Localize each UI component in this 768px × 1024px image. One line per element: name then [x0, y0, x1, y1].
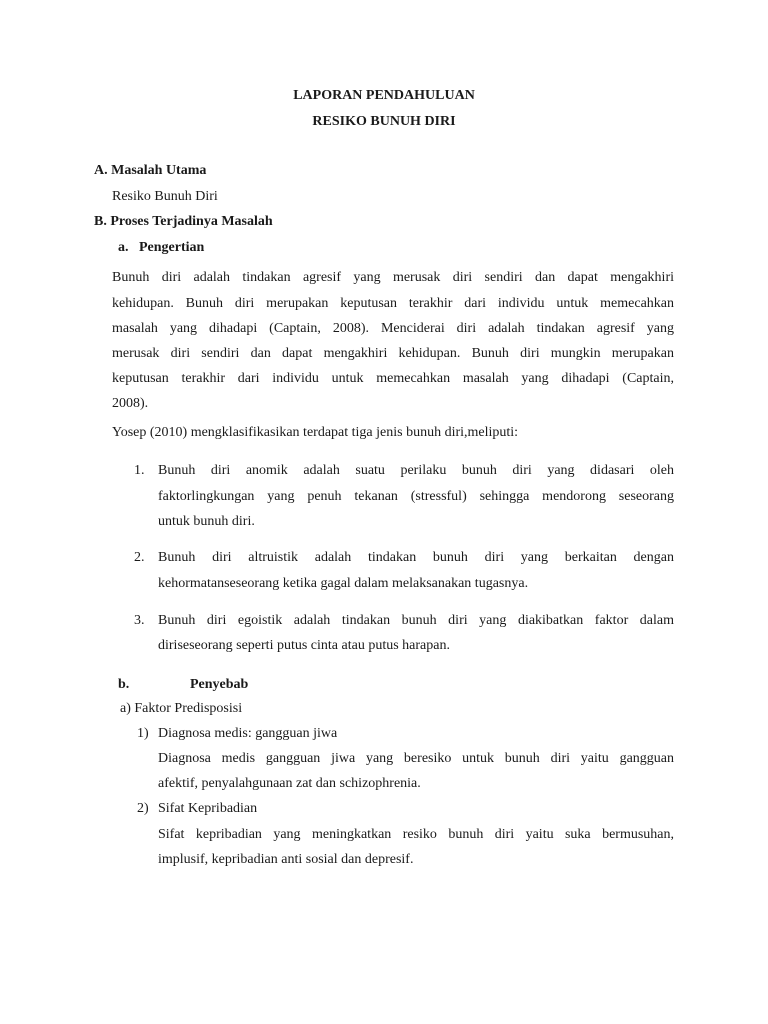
list-number: 1.: [134, 463, 145, 478]
sub-b-marker: b.: [118, 677, 130, 692]
list-item-line: diriseseorang seperti putus cinta atau putus harapan.: [158, 638, 450, 653]
document-title-line2: RESIKO BUNUH DIRI: [312, 114, 456, 129]
list-number: 3.: [134, 613, 145, 628]
sub-a-heading: Pengertian: [139, 240, 205, 255]
factor-item-line: afektif, penyalahgunaan zat dan schizophrenia.: [158, 776, 421, 791]
list-item-line: kehormatanseseorang ketika gagal dalam melaksanakan tugasnya.: [158, 576, 529, 591]
factor-item-number: 1): [137, 726, 149, 741]
para1-line: keputusan terakhir dari individu untuk memecahkan masalah yang dihadapi (Captain,: [112, 371, 674, 386]
factor-item-title: Diagnosa medis: gangguan jiwa: [158, 726, 338, 741]
para1-line: kehidupan. Bunuh diri merupakan keputusan terakhir dari individu untuk memecahkan: [112, 296, 674, 311]
para2: Yosep (2010) mengklasifikasikan terdapat tiga jenis bunuh diri,meliputi:: [112, 425, 519, 440]
para1-line: 2008).: [112, 396, 149, 411]
list-item-line: untuk bunuh diri.: [158, 514, 255, 529]
document-title-line1: LAPORAN PENDAHULUAN: [293, 88, 475, 103]
para1-line: merusak diri sendiri dan dapat mengakhiri kehidupan. Bunuh diri mungkin merupakan: [112, 346, 674, 361]
para1-line: masalah yang dihadapi (Captain, 2008). Menciderai diri adalah tindakan agresif yang: [112, 321, 674, 336]
factor-item-number: 2): [137, 801, 149, 816]
factor-item-line: Diagnosa medis gangguan jiwa yang beresiko untuk bunuh diri yaitu gangguan: [158, 751, 674, 766]
factor-item-line: implusif, kepribadian anti sosial dan depresif.: [158, 852, 414, 867]
section-a-heading: A. Masalah Utama: [94, 163, 207, 178]
para1-line: Bunuh diri adalah tindakan agresif yang merusak diri sendiri dan dapat mengakhiri: [112, 270, 674, 285]
section-b-heading: B. Proses Terjadinya Masalah: [94, 214, 273, 229]
section-a-body: Resiko Bunuh Diri: [112, 189, 218, 204]
list-item-line: Bunuh diri altruistik adalah tindakan bunuh diri yang berkaitan dengan: [158, 550, 674, 565]
list-item-line: faktorlingkungan yang penuh tekanan (stressful) sehingga mendorong seseorang: [158, 489, 674, 504]
factor-item-title: Sifat Kepribadian: [158, 801, 258, 816]
sub-b-heading: Penyebab: [190, 677, 249, 692]
list-number: 2.: [134, 550, 145, 565]
factor-item-line: Sifat kepribadian yang meningkatkan resiko bunuh diri yaitu suka bermusuhan,: [158, 827, 674, 842]
list-item-line: Bunuh diri anomik adalah suatu perilaku bunuh diri yang didasari oleh: [158, 463, 674, 478]
sub-a-marker: a.: [118, 240, 129, 255]
factor-a-heading: a) Faktor Predisposisi: [120, 701, 243, 716]
list-item-line: Bunuh diri egoistik adalah tindakan bunuh diri yang diakibatkan faktor dalam: [158, 613, 674, 628]
